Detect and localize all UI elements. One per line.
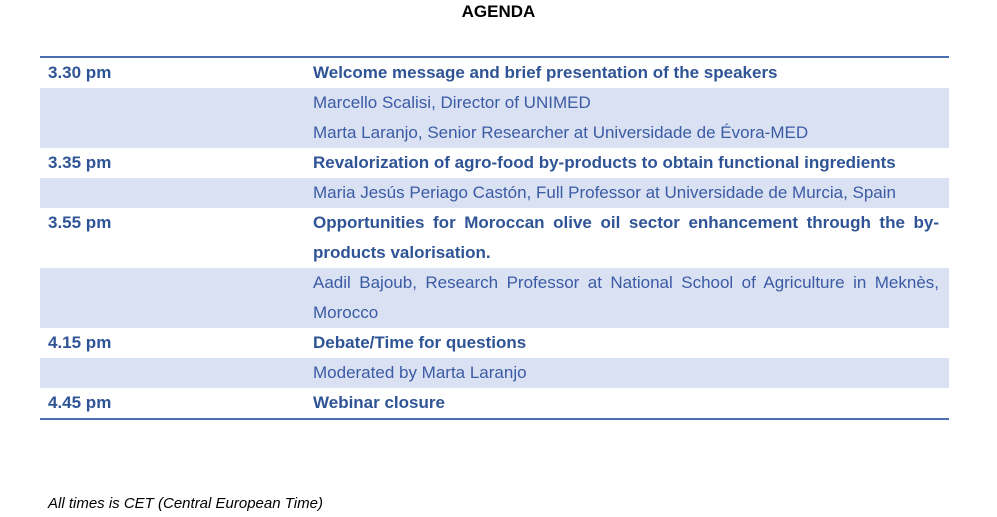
agenda-title: AGENDA: [461, 2, 536, 21]
speaker-time-empty: [40, 178, 305, 208]
agenda-row-session: [40, 148, 949, 178]
session-time: 4.45 pm: [40, 388, 305, 419]
speaker-entry: Marta Laranjo, Senior Researcher at Universidade de Évora-MED: [313, 123, 809, 142]
speaker-list: [305, 358, 949, 388]
agenda-table: [40, 56, 949, 420]
speaker-time-empty: [40, 88, 305, 148]
speaker-list: [305, 178, 949, 208]
speaker-time-empty: [40, 268, 305, 328]
agenda-row-speakers: [40, 88, 949, 148]
speaker-list: [305, 268, 949, 328]
speaker-entry: Marcello Scalisi, Director of UNIMED: [313, 93, 591, 112]
agenda-row-speakers: [40, 268, 949, 328]
session-topic: Opportunities for Moroccan olive oil sector enhancement through the by-products valorisation.: [305, 208, 949, 268]
speaker-list: [305, 88, 949, 148]
agenda-row-session: [40, 208, 949, 268]
agenda-row-speakers: [40, 358, 949, 388]
session-topic: Welcome message and brief presentation of the speakers: [305, 57, 949, 88]
agenda-row-session: [40, 57, 949, 88]
speaker-entry: Maria Jesús Periago Castón, Full Professor at Universidade de Murcia, Spain: [313, 183, 896, 202]
session-topic: Debate/Time for questions: [305, 328, 949, 358]
session-time: 3.55 pm: [40, 208, 305, 268]
speaker-entry: Moderated by Marta Laranjo: [313, 363, 527, 382]
session-time: 3.30 pm: [40, 57, 305, 88]
session-time: 4.15 pm: [40, 328, 305, 358]
speaker-entry: Aadil Bajoub, Research Professor at National School of Agriculture in Meknès, Morocco: [313, 273, 939, 322]
agenda-row-session: [40, 388, 949, 419]
timezone-footnote: All times is CET (Central European Time): [48, 495, 323, 512]
session-topic: Webinar closure: [305, 388, 949, 419]
session-topic: Revalorization of agro-food by-products to obtain functional ingredients: [305, 148, 949, 178]
session-time: 3.35 pm: [40, 148, 305, 178]
agenda-row-speakers: [40, 178, 949, 208]
agenda-row-session: [40, 328, 949, 358]
speaker-time-empty: [40, 358, 305, 388]
